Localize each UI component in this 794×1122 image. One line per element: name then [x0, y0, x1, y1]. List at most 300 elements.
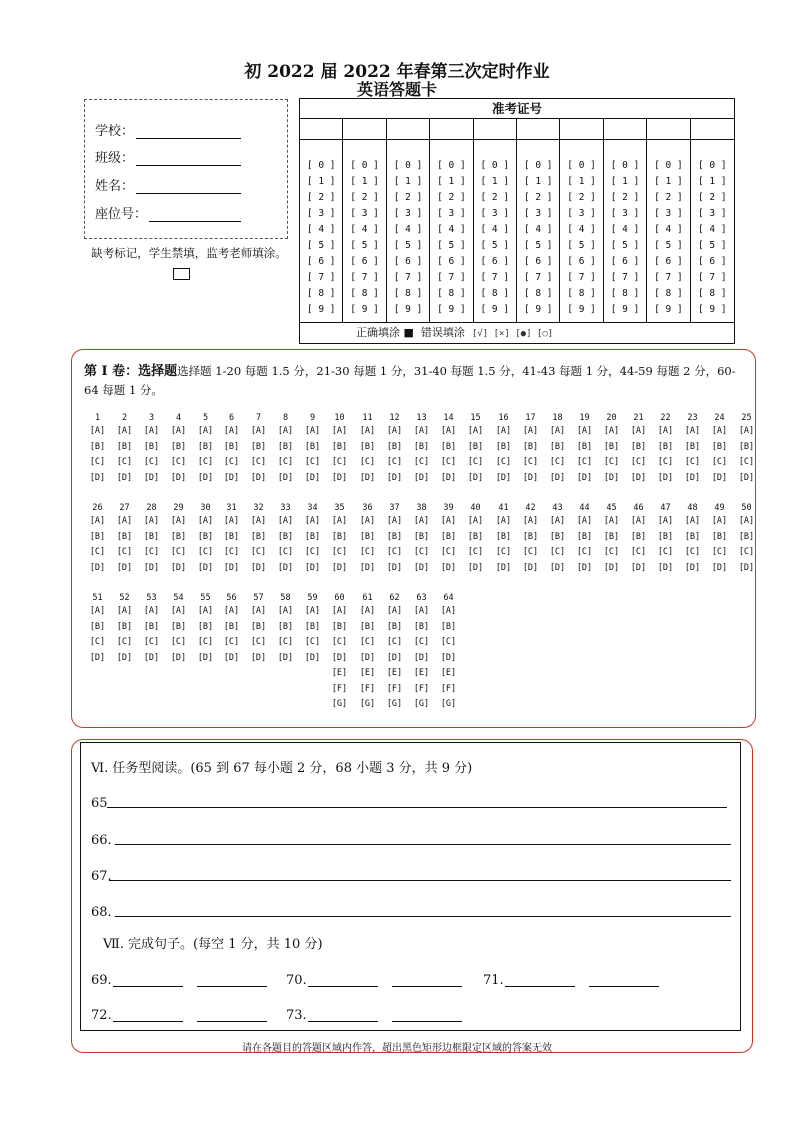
option-bubble[interactable]: [B]	[304, 441, 321, 452]
option-bubble[interactable]: [B]	[413, 621, 430, 632]
option-bubble[interactable]: [D]	[331, 652, 348, 663]
digit-bubble[interactable]: [ 6 ]	[393, 256, 423, 267]
blank-underline[interactable]	[113, 1021, 183, 1022]
option-bubble[interactable]: [C]	[197, 637, 214, 647]
option-bubble[interactable]: [D]	[116, 472, 133, 483]
option-bubble[interactable]: [C]	[386, 637, 403, 647]
option-bubble[interactable]: [D]	[711, 472, 728, 483]
digit-bubble[interactable]: [ 6 ]	[610, 256, 640, 267]
school-line[interactable]	[136, 125, 241, 139]
option-bubble[interactable]: [C]	[89, 637, 106, 647]
option-bubble[interactable]: [E]	[359, 668, 376, 678]
digit-bubble[interactable]: [ 8 ]	[610, 288, 640, 299]
option-bubble[interactable]: [C]	[304, 547, 321, 557]
option-bubble[interactable]: [C]	[467, 457, 484, 467]
option-bubble[interactable]: [B]	[440, 441, 457, 452]
option-bubble[interactable]: [A]	[657, 516, 674, 526]
option-bubble[interactable]: [C]	[630, 457, 647, 467]
digit-bubble[interactable]: [ 5 ]	[350, 240, 379, 251]
option-bubble[interactable]: [A]	[304, 426, 321, 436]
option-bubble[interactable]: [C]	[413, 457, 430, 467]
digit-bubble[interactable]: [ 8 ]	[697, 288, 727, 299]
option-bubble[interactable]: [D]	[116, 562, 133, 573]
option-bubble[interactable]: [D]	[277, 562, 294, 573]
answer-underline[interactable]	[115, 916, 731, 917]
option-bubble[interactable]: [B]	[386, 621, 403, 632]
option-bubble[interactable]: [D]	[522, 562, 539, 573]
option-bubble[interactable]: [A]	[440, 516, 457, 526]
option-bubble[interactable]: [C]	[359, 457, 376, 467]
digit-bubble[interactable]: [ 7 ]	[523, 272, 553, 283]
option-bubble[interactable]: [C]	[250, 637, 267, 647]
option-bubble[interactable]: [B]	[197, 441, 214, 452]
option-bubble[interactable]: [C]	[331, 457, 348, 467]
option-bubble[interactable]: [C]	[304, 457, 321, 467]
option-bubble[interactable]: [B]	[467, 441, 484, 452]
option-bubble[interactable]: [D]	[738, 472, 755, 483]
class-line[interactable]	[136, 152, 241, 166]
seat-field[interactable]	[95, 203, 241, 222]
option-bubble[interactable]: [C]	[440, 547, 457, 557]
option-bubble[interactable]: [D]	[304, 652, 321, 663]
option-bubble[interactable]: [A]	[116, 426, 133, 436]
option-bubble[interactable]: [E]	[440, 668, 457, 678]
digit-bubble[interactable]: [ 3 ]	[393, 208, 423, 219]
option-bubble[interactable]: [C]	[304, 637, 321, 647]
option-bubble[interactable]: [B]	[223, 621, 240, 632]
digit-bubble[interactable]: [ 8 ]	[523, 288, 553, 299]
option-bubble[interactable]: [A]	[250, 516, 267, 526]
option-bubble[interactable]: [C]	[522, 547, 539, 557]
blank-71[interactable]	[483, 973, 504, 988]
digit-bubble[interactable]: [ 9 ]	[437, 304, 466, 315]
option-bubble[interactable]: [B]	[522, 441, 539, 452]
option-bubble[interactable]: [F]	[359, 683, 376, 694]
digit-bubble[interactable]: [ 1 ]	[437, 176, 466, 187]
option-bubble[interactable]: [B]	[304, 531, 321, 542]
option-bubble[interactable]: [D]	[89, 652, 106, 663]
option-bubble[interactable]: [B]	[89, 621, 106, 632]
option-bubble[interactable]: [C]	[738, 547, 755, 557]
option-bubble[interactable]: [D]	[657, 472, 674, 483]
digit-bubble[interactable]: [ 6 ]	[350, 256, 379, 267]
blank-underline[interactable]	[505, 986, 575, 987]
digit-bubble[interactable]: [ 0 ]	[306, 160, 336, 171]
option-bubble[interactable]: [B]	[331, 441, 348, 452]
digit-bubble[interactable]: [ 5 ]	[697, 240, 727, 251]
blank-underline[interactable]	[113, 986, 183, 987]
option-bubble[interactable]: [G]	[413, 699, 430, 709]
digit-bubble[interactable]: [ 5 ]	[523, 240, 553, 251]
option-bubble[interactable]: [D]	[250, 652, 267, 663]
option-bubble[interactable]: [D]	[440, 472, 457, 483]
option-bubble[interactable]: [A]	[223, 516, 240, 526]
option-bubble[interactable]: [A]	[277, 606, 294, 616]
digit-bubble[interactable]: [ 7 ]	[480, 272, 510, 283]
option-bubble[interactable]: [D]	[197, 652, 214, 663]
option-bubble[interactable]: [A]	[386, 606, 403, 616]
digit-bubble[interactable]: [ 9 ]	[567, 304, 596, 315]
option-bubble[interactable]: [B]	[576, 441, 593, 452]
option-bubble[interactable]: [D]	[549, 472, 566, 483]
digit-bubble[interactable]: [ 6 ]	[697, 256, 727, 267]
digit-bubble[interactable]: [ 6 ]	[480, 256, 510, 267]
option-bubble[interactable]: [D]	[143, 472, 160, 483]
digit-bubble[interactable]: [ 5 ]	[437, 240, 466, 251]
option-bubble[interactable]: [D]	[711, 562, 728, 573]
digit-bubble[interactable]: [ 3 ]	[523, 208, 553, 219]
option-bubble[interactable]: [B]	[277, 621, 294, 632]
option-bubble[interactable]: [C]	[116, 637, 133, 647]
option-bubble[interactable]: [G]	[331, 699, 348, 709]
digit-bubble[interactable]: [ 8 ]	[654, 288, 683, 299]
digit-bubble[interactable]: [ 2 ]	[697, 192, 727, 203]
digit-bubble[interactable]: [ 0 ]	[697, 160, 727, 171]
digit-bubble[interactable]: [ 4 ]	[306, 224, 336, 235]
option-bubble[interactable]: [B]	[116, 531, 133, 542]
option-bubble[interactable]: [A]	[250, 426, 267, 436]
option-bubble[interactable]: [B]	[359, 531, 376, 542]
exam-number-write-cell[interactable]	[430, 119, 472, 140]
option-bubble[interactable]: [G]	[440, 699, 457, 709]
option-bubble[interactable]: [B]	[223, 441, 240, 452]
option-bubble[interactable]: [A]	[467, 426, 484, 436]
option-bubble[interactable]: [D]	[684, 472, 701, 483]
digit-bubble[interactable]: [ 7 ]	[350, 272, 379, 283]
option-bubble[interactable]: [A]	[711, 426, 728, 436]
digit-bubble[interactable]: [ 7 ]	[306, 272, 336, 283]
option-bubble[interactable]: [D]	[549, 562, 566, 573]
option-bubble[interactable]: [A]	[359, 606, 376, 616]
digit-bubble[interactable]: [ 2 ]	[567, 192, 596, 203]
digit-bubble[interactable]: [ 1 ]	[393, 176, 423, 187]
option-bubble[interactable]: [D]	[170, 652, 187, 663]
digit-bubble[interactable]: [ 9 ]	[654, 304, 683, 315]
option-bubble[interactable]: [C]	[495, 547, 512, 557]
option-bubble[interactable]: [C]	[711, 457, 728, 467]
option-bubble[interactable]: [A]	[304, 516, 321, 526]
option-bubble[interactable]: [C]	[630, 547, 647, 557]
option-bubble[interactable]: [D]	[250, 562, 267, 573]
exam-number-write-cell[interactable]	[300, 119, 342, 140]
digit-bubble[interactable]: [ 0 ]	[610, 160, 640, 171]
option-bubble[interactable]: [A]	[738, 426, 755, 436]
digit-bubble[interactable]: [ 4 ]	[437, 224, 466, 235]
option-bubble[interactable]: [A]	[89, 426, 106, 436]
digit-bubble[interactable]: [ 0 ]	[567, 160, 596, 171]
blank-underline[interactable]	[197, 986, 267, 987]
option-bubble[interactable]: [A]	[413, 426, 430, 436]
option-bubble[interactable]: [C]	[143, 457, 160, 467]
option-bubble[interactable]: [D]	[684, 562, 701, 573]
option-bubble[interactable]: [E]	[331, 668, 348, 678]
name-line[interactable]	[136, 180, 241, 194]
option-bubble[interactable]: [D]	[223, 472, 240, 483]
digit-bubble[interactable]: [ 4 ]	[480, 224, 510, 235]
option-bubble[interactable]: [B]	[89, 441, 106, 452]
digit-bubble[interactable]: [ 7 ]	[567, 272, 596, 283]
option-bubble[interactable]: [B]	[277, 441, 294, 452]
option-bubble[interactable]: [A]	[495, 516, 512, 526]
option-bubble[interactable]: [C]	[170, 547, 187, 557]
option-bubble[interactable]: [B]	[684, 441, 701, 452]
option-bubble[interactable]: [A]	[197, 516, 214, 526]
digit-bubble[interactable]: [ 7 ]	[610, 272, 640, 283]
option-bubble[interactable]: [B]	[331, 621, 348, 632]
option-bubble[interactable]: [C]	[277, 637, 294, 647]
option-bubble[interactable]: [C]	[440, 637, 457, 647]
option-bubble[interactable]: [D]	[386, 562, 403, 573]
option-bubble[interactable]: [B]	[170, 441, 187, 452]
digit-bubble[interactable]: [ 8 ]	[437, 288, 466, 299]
option-bubble[interactable]: [B]	[495, 441, 512, 452]
option-bubble[interactable]: [B]	[576, 531, 593, 542]
option-bubble[interactable]: [D]	[143, 652, 160, 663]
option-bubble[interactable]: [C]	[170, 637, 187, 647]
digit-bubble[interactable]: [ 2 ]	[610, 192, 640, 203]
exam-number-write-cell[interactable]	[604, 119, 646, 140]
option-bubble[interactable]: [D]	[386, 652, 403, 663]
digit-bubble[interactable]: [ 5 ]	[654, 240, 683, 251]
option-bubble[interactable]: [A]	[630, 516, 647, 526]
digit-bubble[interactable]: [ 4 ]	[654, 224, 683, 235]
exam-number-write-cell[interactable]	[343, 119, 385, 140]
option-bubble[interactable]: [D]	[386, 472, 403, 483]
digit-bubble[interactable]: [ 5 ]	[567, 240, 596, 251]
digit-bubble[interactable]: [ 1 ]	[306, 176, 336, 187]
option-bubble[interactable]: [B]	[250, 621, 267, 632]
option-bubble[interactable]: [B]	[549, 531, 566, 542]
exam-number-write-cell[interactable]	[474, 119, 516, 140]
option-bubble[interactable]: [C]	[116, 547, 133, 557]
option-bubble[interactable]: [A]	[277, 516, 294, 526]
option-bubble[interactable]: [C]	[223, 457, 240, 467]
exam-number-write-cell[interactable]	[647, 119, 689, 140]
digit-bubble[interactable]: [ 8 ]	[480, 288, 510, 299]
digit-bubble[interactable]: [ 6 ]	[306, 256, 336, 267]
option-bubble[interactable]: [D]	[170, 472, 187, 483]
digit-bubble[interactable]: [ 2 ]	[654, 192, 683, 203]
option-bubble[interactable]: [B]	[223, 531, 240, 542]
option-bubble[interactable]: [B]	[116, 441, 133, 452]
option-bubble[interactable]: [G]	[359, 699, 376, 709]
digit-bubble[interactable]: [ 1 ]	[523, 176, 553, 187]
option-bubble[interactable]: [C]	[197, 547, 214, 557]
digit-bubble[interactable]: [ 3 ]	[610, 208, 640, 219]
option-bubble[interactable]: [A]	[684, 426, 701, 436]
digit-bubble[interactable]: [ 9 ]	[306, 304, 336, 315]
option-bubble[interactable]: [A]	[413, 606, 430, 616]
option-bubble[interactable]: [A]	[738, 516, 755, 526]
option-bubble[interactable]: [B]	[684, 531, 701, 542]
digit-bubble[interactable]: [ 2 ]	[306, 192, 336, 203]
option-bubble[interactable]: [F]	[386, 683, 403, 694]
blank-69[interactable]	[91, 973, 112, 988]
option-bubble[interactable]: [C]	[440, 457, 457, 467]
option-bubble[interactable]: [D]	[576, 562, 593, 573]
option-bubble[interactable]: [B]	[143, 621, 160, 632]
option-bubble[interactable]: [D]	[603, 472, 620, 483]
option-bubble[interactable]: [D]	[359, 652, 376, 663]
option-bubble[interactable]: [C]	[250, 457, 267, 467]
option-bubble[interactable]: [A]	[495, 426, 512, 436]
option-bubble[interactable]: [A]	[549, 426, 566, 436]
option-bubble[interactable]: [C]	[386, 457, 403, 467]
answer-line-67[interactable]	[91, 869, 731, 884]
option-bubble[interactable]: [D]	[467, 472, 484, 483]
option-bubble[interactable]: [B]	[250, 441, 267, 452]
option-bubble[interactable]: [F]	[331, 683, 348, 694]
digit-bubble[interactable]: [ 7 ]	[437, 272, 466, 283]
digit-bubble[interactable]: [ 4 ]	[567, 224, 596, 235]
digit-bubble[interactable]: [ 6 ]	[567, 256, 596, 267]
digit-bubble[interactable]: [ 3 ]	[350, 208, 379, 219]
option-bubble[interactable]: [D]	[331, 472, 348, 483]
option-bubble[interactable]: [C]	[684, 547, 701, 557]
option-bubble[interactable]: [C]	[738, 457, 755, 467]
option-bubble[interactable]: [D]	[304, 472, 321, 483]
digit-bubble[interactable]: [ 0 ]	[523, 160, 553, 171]
name-field[interactable]	[95, 175, 241, 194]
option-bubble[interactable]: [B]	[711, 441, 728, 452]
option-bubble[interactable]: [B]	[250, 531, 267, 542]
option-bubble[interactable]: [D]	[223, 652, 240, 663]
option-bubble[interactable]: [D]	[143, 562, 160, 573]
digit-bubble[interactable]: [ 5 ]	[306, 240, 336, 251]
blank-underline[interactable]	[308, 986, 378, 987]
option-bubble[interactable]: [D]	[304, 562, 321, 573]
option-bubble[interactable]: [C]	[413, 637, 430, 647]
digit-bubble[interactable]: [ 0 ]	[480, 160, 510, 171]
digit-bubble[interactable]: [ 3 ]	[480, 208, 510, 219]
option-bubble[interactable]: [D]	[657, 562, 674, 573]
digit-bubble[interactable]: [ 1 ]	[654, 176, 683, 187]
option-bubble[interactable]: [D]	[359, 472, 376, 483]
option-bubble[interactable]: [B]	[630, 441, 647, 452]
digit-bubble[interactable]: [ 5 ]	[610, 240, 640, 251]
option-bubble[interactable]: [C]	[170, 457, 187, 467]
option-bubble[interactable]: [D]	[331, 562, 348, 573]
digit-bubble[interactable]: [ 9 ]	[350, 304, 379, 315]
digit-bubble[interactable]: [ 8 ]	[350, 288, 379, 299]
digit-bubble[interactable]: [ 0 ]	[393, 160, 423, 171]
option-bubble[interactable]: [A]	[197, 426, 214, 436]
option-bubble[interactable]: [B]	[413, 531, 430, 542]
absent-mark-box[interactable]	[173, 268, 190, 280]
digit-bubble[interactable]: [ 7 ]	[393, 272, 423, 283]
digit-bubble[interactable]: [ 6 ]	[523, 256, 553, 267]
digit-bubble[interactable]: [ 4 ]	[393, 224, 423, 235]
option-bubble[interactable]: [D]	[197, 562, 214, 573]
option-bubble[interactable]: [D]	[630, 472, 647, 483]
option-bubble[interactable]: [A]	[440, 606, 457, 616]
option-bubble[interactable]: [A]	[89, 606, 106, 616]
option-bubble[interactable]: [C]	[331, 547, 348, 557]
digit-bubble[interactable]: [ 0 ]	[437, 160, 466, 171]
answer-line-68[interactable]	[91, 905, 731, 920]
digit-bubble[interactable]: [ 9 ]	[480, 304, 510, 315]
option-bubble[interactable]: [B]	[467, 531, 484, 542]
blank-underline[interactable]	[392, 1021, 462, 1022]
blank-underline[interactable]	[589, 986, 659, 987]
blank-underline[interactable]	[392, 986, 462, 987]
option-bubble[interactable]: [D]	[277, 652, 294, 663]
option-bubble[interactable]: [E]	[413, 668, 430, 678]
option-bubble[interactable]: [C]	[413, 547, 430, 557]
option-bubble[interactable]: [D]	[522, 472, 539, 483]
option-bubble[interactable]: [A]	[576, 426, 593, 436]
option-bubble[interactable]: [B]	[440, 531, 457, 542]
option-bubble[interactable]: [B]	[603, 441, 620, 452]
option-bubble[interactable]: [A]	[277, 426, 294, 436]
digit-bubble[interactable]: [ 3 ]	[567, 208, 596, 219]
option-bubble[interactable]: [B]	[170, 621, 187, 632]
option-bubble[interactable]: [C]	[576, 457, 593, 467]
option-bubble[interactable]: [C]	[116, 457, 133, 467]
option-bubble[interactable]: [C]	[89, 457, 106, 467]
digit-bubble[interactable]: [ 2 ]	[350, 192, 379, 203]
option-bubble[interactable]: [A]	[143, 516, 160, 526]
option-bubble[interactable]: [A]	[197, 606, 214, 616]
option-bubble[interactable]: [C]	[359, 637, 376, 647]
option-bubble[interactable]: [A]	[603, 426, 620, 436]
option-bubble[interactable]: [D]	[440, 562, 457, 573]
digit-bubble[interactable]: [ 8 ]	[393, 288, 423, 299]
option-bubble[interactable]: [A]	[331, 516, 348, 526]
answer-line-65[interactable]	[91, 796, 731, 811]
option-bubble[interactable]: [C]	[386, 547, 403, 557]
option-bubble[interactable]: [D]	[277, 472, 294, 483]
option-bubble[interactable]: [B]	[116, 621, 133, 632]
option-bubble[interactable]: [A]	[386, 426, 403, 436]
option-bubble[interactable]: [C]	[143, 547, 160, 557]
option-bubble[interactable]: [C]	[277, 547, 294, 557]
option-bubble[interactable]: [C]	[657, 547, 674, 557]
option-bubble[interactable]: [D]	[223, 562, 240, 573]
option-bubble[interactable]: [D]	[413, 472, 430, 483]
digit-bubble[interactable]: [ 8 ]	[567, 288, 596, 299]
option-bubble[interactable]: [A]	[359, 426, 376, 436]
option-bubble[interactable]: [B]	[170, 531, 187, 542]
option-bubble[interactable]: [D]	[250, 472, 267, 483]
option-bubble[interactable]: [A]	[711, 516, 728, 526]
option-bubble[interactable]: [C]	[549, 547, 566, 557]
option-bubble[interactable]: [C]	[223, 547, 240, 557]
option-bubble[interactable]: [A]	[522, 426, 539, 436]
option-bubble[interactable]: [A]	[603, 516, 620, 526]
blank-72[interactable]	[91, 1008, 112, 1023]
option-bubble[interactable]: [C]	[331, 637, 348, 647]
option-bubble[interactable]: [B]	[386, 531, 403, 542]
option-bubble[interactable]: [D]	[89, 562, 106, 573]
option-bubble[interactable]: [B]	[331, 531, 348, 542]
option-bubble[interactable]: [G]	[386, 699, 403, 709]
option-bubble[interactable]: [B]	[359, 621, 376, 632]
digit-bubble[interactable]: [ 4 ]	[523, 224, 553, 235]
exam-number-write-cell[interactable]	[560, 119, 602, 140]
option-bubble[interactable]: [D]	[495, 472, 512, 483]
option-bubble[interactable]: [B]	[277, 531, 294, 542]
digit-bubble[interactable]: [ 6 ]	[654, 256, 683, 267]
exam-number-write-cell[interactable]	[691, 119, 734, 140]
option-bubble[interactable]: [C]	[467, 547, 484, 557]
digit-bubble[interactable]: [ 3 ]	[697, 208, 727, 219]
digit-bubble[interactable]: [ 5 ]	[480, 240, 510, 251]
option-bubble[interactable]: [A]	[170, 516, 187, 526]
option-bubble[interactable]: [C]	[143, 637, 160, 647]
digit-bubble[interactable]: [ 0 ]	[350, 160, 379, 171]
option-bubble[interactable]: [B]	[143, 441, 160, 452]
